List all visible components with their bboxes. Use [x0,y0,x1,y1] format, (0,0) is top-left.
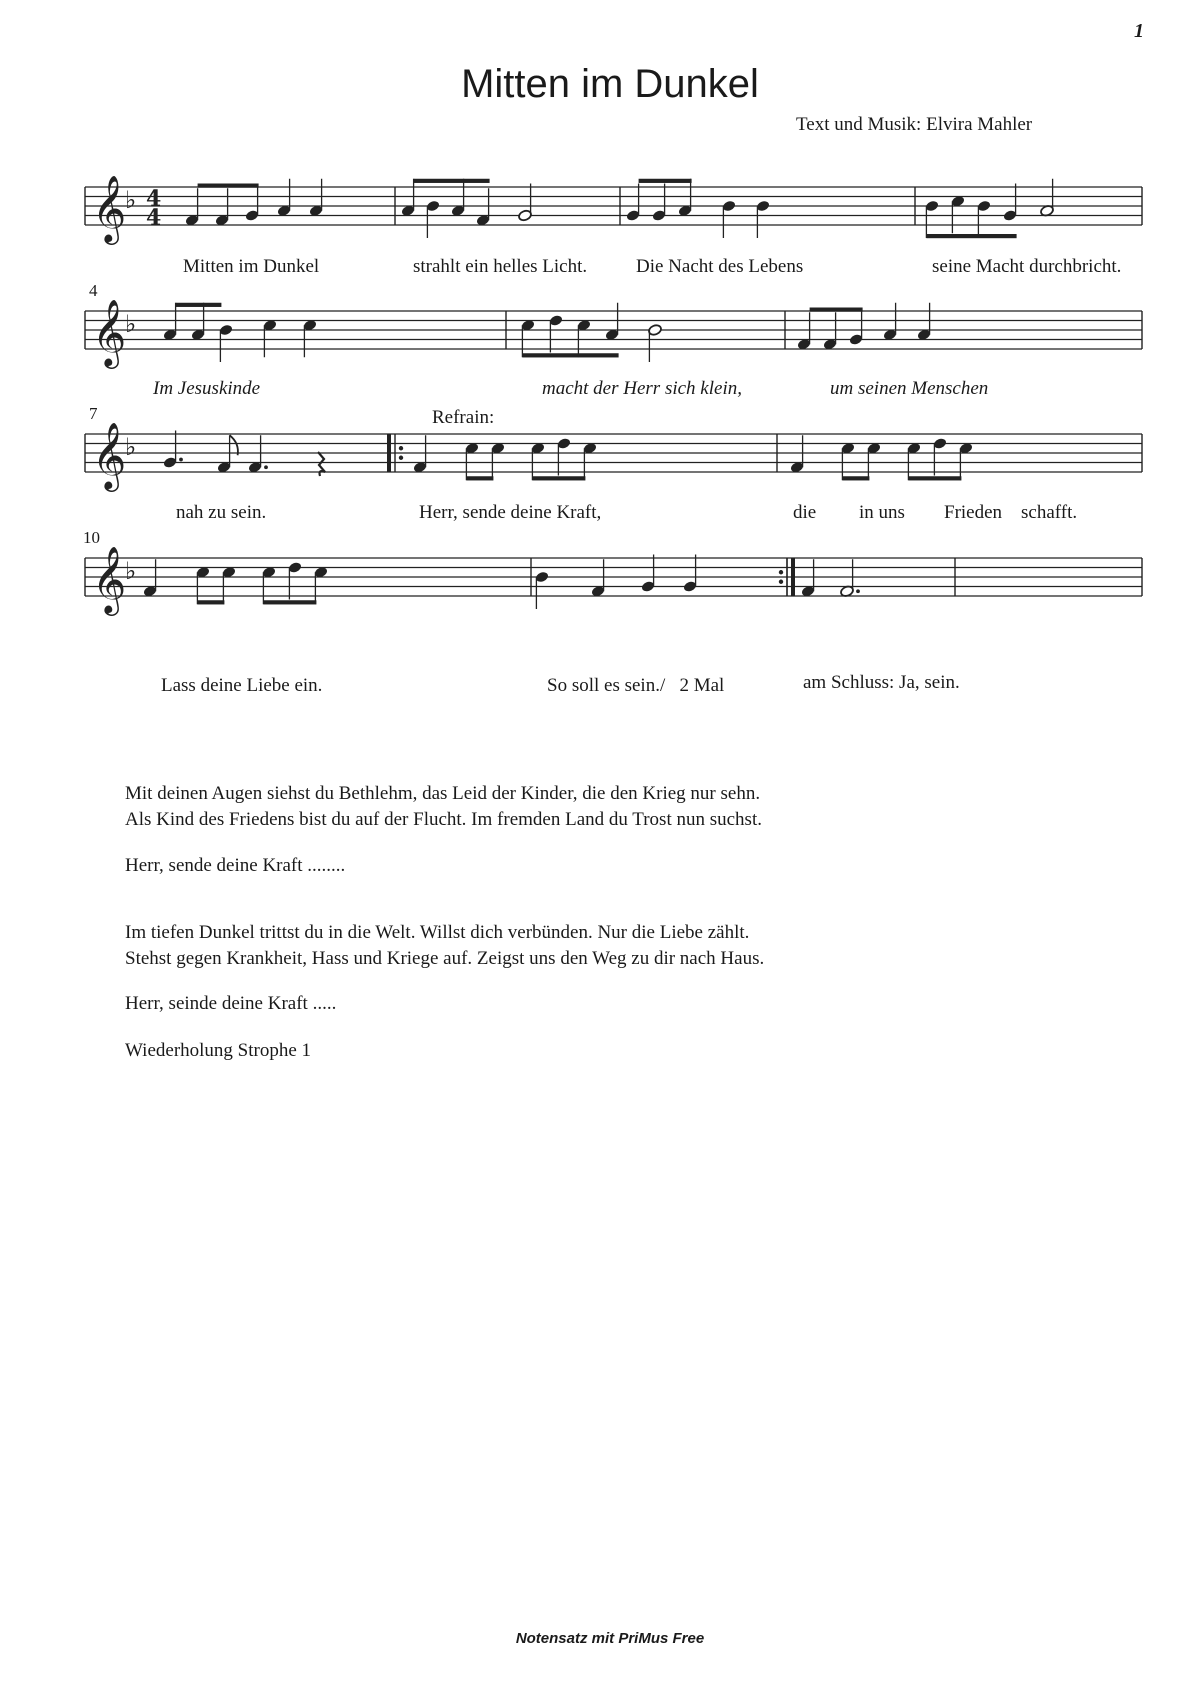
lyric-line: um seinen Menschen [830,378,989,399]
repeat-note: Wiederholung Strophe 1 [125,1040,312,1061]
treble-clef-icon: 𝄞 [92,174,127,242]
lyric-line: Die Nacht des Lebens [636,256,804,277]
note-flag [230,435,238,455]
refrain-reference: Herr, sende deine Kraft ........ [125,855,346,876]
refrain-label: Refrain: [432,407,495,428]
verse-3-line-2: Stehst gegen Krankheit, Hass und Kriege auf. Zeigst uns den Weg zu dir nach Haus. [125,948,765,969]
lyric-line: macht der Herr sich klein, [542,378,742,399]
note-beam [810,308,863,312]
note-beam [197,600,224,604]
repeat-thick-bar [387,434,391,472]
note-beam [176,303,222,307]
note-beam [926,234,1016,238]
time-signature-numerator: 4 [146,186,162,212]
lyric-line: Herr, sende deine Kraft, [419,502,602,523]
time-signature-denominator: 4 [146,205,162,231]
key-flat-icon: ♭ [125,433,137,461]
refrain-reference: Herr, seinde deine Kraft ..... [125,993,337,1014]
note-beam [263,600,316,604]
dot [264,465,268,469]
note-beam [532,476,585,480]
lyric-line: seine Macht durchbricht. [932,256,1122,277]
lyric-line: Im Jesuskinde [153,378,261,399]
verse-3-line-1: Im tiefen Dunkel trittst du in die Welt. Willst dich verbünden. Nur die Liebe zählt. [125,922,750,943]
key-flat-icon: ♭ [125,186,137,214]
lyric-line: nah zu sein. [176,502,267,523]
note-beam [198,184,259,188]
note-beam [466,476,493,480]
repeat-dot [399,446,403,450]
lyric-line: schafft. [1021,502,1078,523]
lyric-line: in uns [859,502,905,523]
note-beam [908,476,961,480]
verse-2-line-2: Als Kind des Friedens bist du auf der Flucht. Im fremden Land du Trost nun suchst. [125,809,762,830]
lyric-line: Frieden [944,502,1003,523]
treble-clef-icon: 𝄞 [92,421,127,489]
dot [856,589,860,593]
page-number: 1 [1134,20,1144,42]
composer-credit: Text und Musik: Elvira Mahler [796,114,1033,135]
measure-number-10: 10 [83,528,100,547]
dot [179,458,183,462]
lyric-line: die [793,502,817,523]
lyric-line: am Schluss: Ja, sein. [803,672,960,693]
lyric-line: Lass deine Liebe ein. [161,675,323,696]
verse-2-line-1: Mit deinen Augen siehst du Bethlehm, das Leid der Kinder, die den Krieg nur sehn. [125,783,761,804]
lyric-line: Mitten im Dunkel [183,256,320,277]
repeat-dot [399,456,403,460]
measure-number-4: 4 [89,281,98,300]
lyric-line: strahlt ein helles Licht. [413,256,588,277]
footer-credit: Notensatz mit PriMus Free [515,1630,705,1647]
page-title: Mitten im Dunkel [461,62,759,106]
measure-number-7: 7 [89,404,98,423]
note-beam [414,179,490,183]
treble-clef-icon: 𝄞 [92,298,127,366]
key-flat-icon: ♭ [125,310,137,338]
note-beam [842,476,869,480]
repeat-dot [779,580,783,584]
repeat-thick-bar [791,558,795,596]
note-beam [522,353,618,357]
note-beam [639,179,692,183]
repeat-dot [779,570,783,574]
lyric-line: So soll es sein./ 2 Mal [547,675,725,696]
key-flat-icon: ♭ [125,557,137,585]
sheet-music [0,0,1200,700]
treble-clef-icon: 𝄞 [92,545,127,613]
